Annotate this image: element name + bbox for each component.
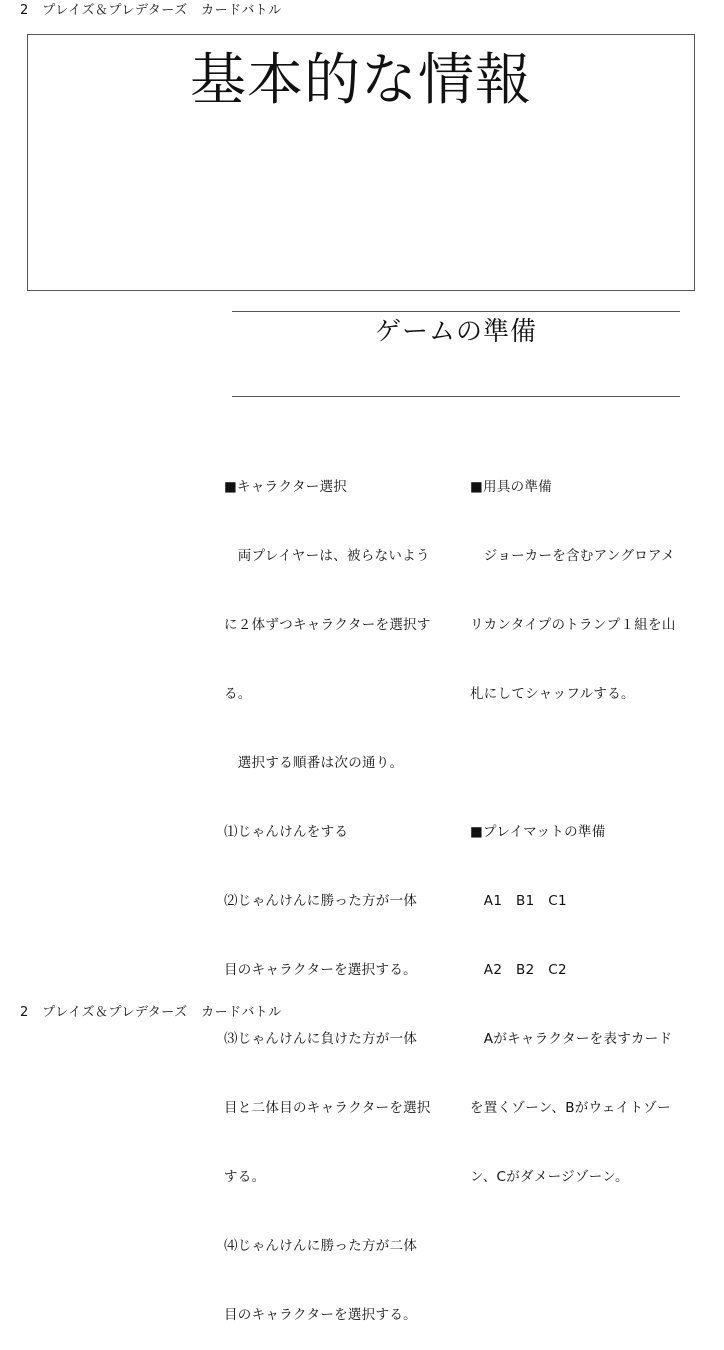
left-column <box>224 430 454 1350</box>
right-line-4: 札にしてシャッフルする。 <box>470 686 635 702</box>
section-title: ゲームの準備 <box>374 317 537 347</box>
page-footer: 2 プレイズ＆プレデターズ カードバトル <box>20 1005 282 1020</box>
right-line-8: A2 B2 C2 <box>470 962 567 978</box>
right-line-3: リカンタイプのトランプ１組を山 <box>470 617 676 633</box>
left-line-3: に２体ずつキャラクターを選択す <box>224 617 431 633</box>
left-line-4: る。 <box>224 686 252 702</box>
page-header: 2 プレイズ＆プレデターズ カードバトル <box>20 3 282 18</box>
right-line-1: ■用具の準備 <box>470 479 553 495</box>
right-line-7: A1 B1 C1 <box>470 893 567 909</box>
left-line-8: 目のキャラクターを選択する。 <box>224 962 417 978</box>
right-line-2: ジョーカーを含むアングロアメ <box>470 548 675 564</box>
left-line-2: 両プレイヤーは、被らないよう <box>224 548 430 564</box>
right-line-9: Aがキャラクターを表すカード <box>470 1031 673 1047</box>
right-line-10: を置くゾーン、Bがウェイトゾー <box>470 1100 671 1116</box>
left-line-9: ⑶じゃんけんに負けた方が一体 <box>224 1031 418 1047</box>
left-line-13: 目のキャラクターを選択する。 <box>224 1307 417 1323</box>
left-line-5: 選択する順番は次の通り。 <box>224 755 404 771</box>
left-line-11: する。 <box>224 1169 266 1185</box>
title-box <box>27 34 695 291</box>
right-line-6: ■プレイマットの準備 <box>470 824 606 840</box>
main-title: 基本的な情報 <box>190 48 532 113</box>
section-rule-bottom <box>232 396 680 397</box>
left-line-10: 目と二体目のキャラクターを選択 <box>224 1100 431 1116</box>
right-column <box>470 430 700 1212</box>
left-line-1: ■キャラクター選択 <box>224 479 348 495</box>
right-line-11: ン、Cがダメージゾーン。 <box>470 1169 629 1185</box>
left-line-12: ⑷じゃんけんに勝った方が二体 <box>224 1238 418 1254</box>
left-line-7: ⑵じゃんけんに勝った方が一体 <box>224 893 418 909</box>
right-line-5 <box>470 752 700 775</box>
left-line-6: ⑴じゃんけんをする <box>224 824 349 840</box>
